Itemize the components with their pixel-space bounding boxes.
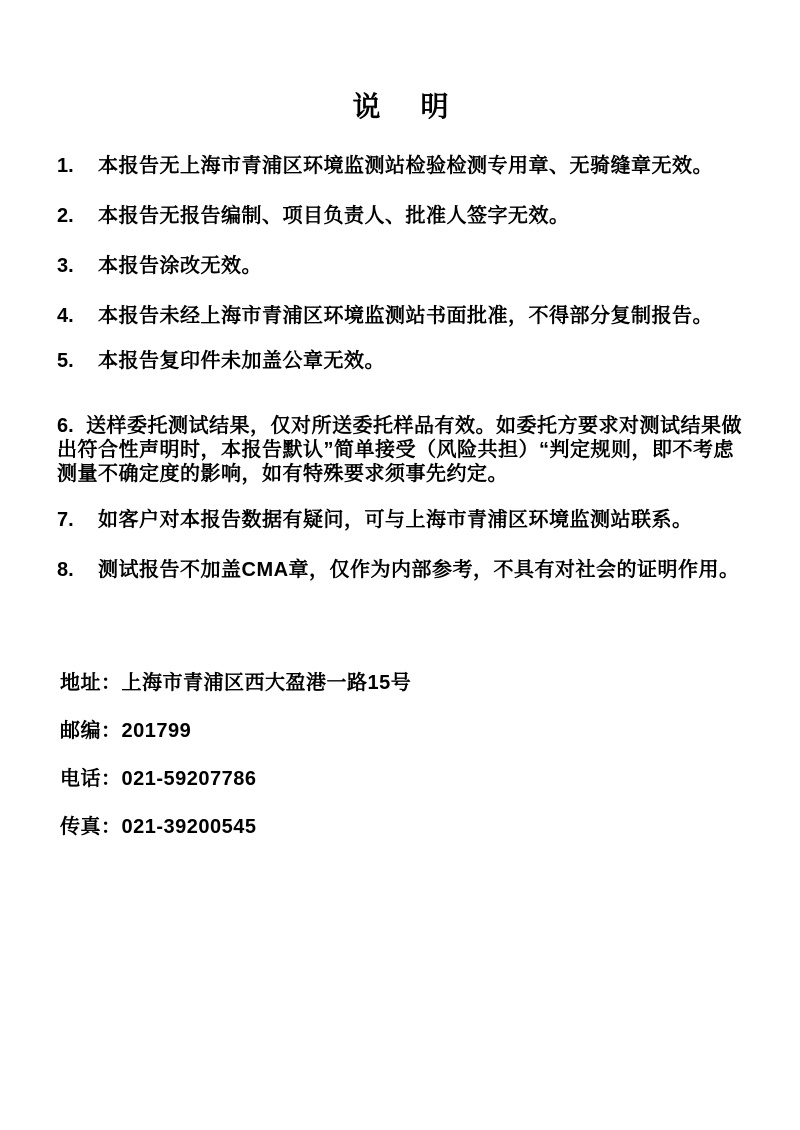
contact-postcode [60,719,750,743]
item-text: 本报告涂改无效。 [98,255,262,277]
item-text: 本报告无报告编制、项目负责人、批准人签字无效。 [98,205,570,227]
item-text: 如客户对本报告数据有疑问，可与上海市青浦区环境监测站联系。 [98,509,693,531]
list-item-3 [57,254,750,278]
item-text: 本报告无上海市青浦区环境监测站检验检测专用章、无骑缝章无效。 [98,155,713,177]
item-number: 4. [57,305,74,327]
notes-list [57,154,750,582]
list-item-8 [57,558,750,582]
list-item-7 [57,508,750,532]
list-item-1 [57,154,750,178]
list-item-2 [57,204,750,228]
item-text: 测试报告不加盖CMA章，仅作为内部参考，不具有对社会的证明作用。 [98,559,740,581]
contact-address [60,671,750,695]
fax-label: 传真： [60,816,122,838]
item-text: 本报告未经上海市青浦区环境监测站书面批准，不得部分复制报告。 [98,305,713,327]
postcode-value: 201799 [121,720,192,742]
phone-label: 电话： [60,768,122,790]
list-item-6 [57,414,750,486]
item-number: 7. [57,509,74,531]
item-number: 3. [57,255,74,277]
list-item-5 [57,349,750,373]
item-text: 送样委托测试结果，仅对所送委托样品有效。如委托方要求对测试结果做出符合性声明时，本报告默认”简单接受（风险共担）“判定规则，即不考虑测量不确定度的影响，如有特殊要求须事先约定。 [57,415,742,485]
item-number: 1. [57,155,74,177]
item-text: 本报告复印件未加盖公章无效。 [98,350,385,372]
postcode-label: 邮编： [60,720,122,742]
fax-value: 021-39200545 [121,816,257,838]
item-number: 8. [57,559,74,581]
address-value: 上海市青浦区西大盈港一路15号 [121,672,412,694]
list-item-4 [57,304,750,328]
address-label: 地址： [60,672,122,694]
phone-value: 021-59207786 [121,768,257,790]
item-number: 2. [57,205,74,227]
item-number: 6. [57,415,74,437]
item-number: 5. [57,350,74,372]
contact-fax [60,815,750,839]
contact-phone [60,767,750,791]
page-title: 说 明 [352,91,455,122]
contact-info [57,671,750,839]
